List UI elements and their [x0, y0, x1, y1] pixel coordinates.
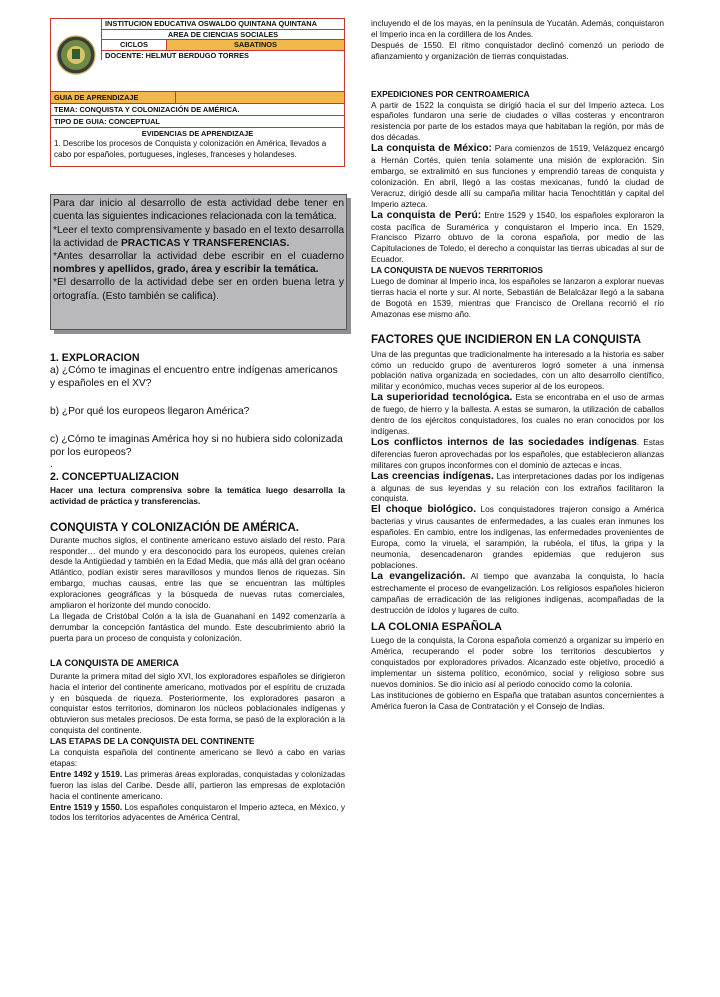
etapa-1-text: Las primeras áreas exploradas, conquistadas y colonizadas fueron las islas del Caribe. Desde allí, partieron las empresas de explotación hacia el continente americano. — [50, 768, 345, 801]
tema-row: TEMA: CONQUISTA Y COLONIZACIÓN DE AMÉRICA. — [51, 103, 344, 115]
ciclos-row — [101, 40, 344, 51]
r-paragraph-1: incluyendo el de los mayas, en la península de Yucatán. Además, conquistaron el Imperio inca en la cordillera de los Andes. — [371, 18, 664, 39]
r-paragraph-7: Las instituciones de gobierno en España que trataban asuntos concernientes a América fueron la Casa de Contratación y el Consejo de Indias. — [371, 689, 664, 711]
question-b: b) ¿Por qué los europeos llegaron América? — [50, 405, 250, 417]
institution-name: INSTITUCION EDUCATIVA OSWALDO QUINTANA QUINTANA — [101, 19, 344, 30]
main-title: CONQUISTA Y COLONIZACIÓN DE AMÉRICA. — [50, 521, 299, 534]
factor-tecnologia-bold: La superioridad tecnológica. — [371, 392, 513, 404]
guia-row — [51, 91, 344, 103]
right-column — [371, 18, 664, 712]
conceptualizacion-section — [50, 471, 345, 507]
r-paragraph-2: Después de 1550. El ritmo conquistador declinó comenzó un periodo de afianzamiento y organización de tierras conquistadas. — [371, 39, 664, 61]
conquista-peru-bold: La conquista de Perú: — [371, 209, 482, 221]
conquista-mexico-text: Para comienzos de 1519, Velázquez encargó a Hernán Cortés, quien tenía solamente una misión de exploración. Sin embargo, se extralimitó en sus funciones y emprendió tareas de conquista y colonización. En abril, llegó a las costas mexicanas, fundó la ciudad de Veracruz, dirigió desde allí su campaña militar hacia Tenochtitlán y capital del Imperio azteca. — [371, 143, 664, 209]
guia-label: GUIA DE APRENDIZAJE — [51, 92, 176, 103]
header-top — [51, 19, 344, 91]
instruction-1-bold: PRACTICAS Y TRANSFERENCIAS. — [120, 237, 290, 249]
instructions-box — [50, 194, 347, 330]
docente: DOCENTE: HELMUT BERDUGO TORRES — [101, 51, 344, 61]
evidencias-box — [51, 127, 344, 166]
factor-evangelizacion-text: Al tiempo que avanzaba la conquista, lo hacía estrechamente el proceso de evangelización. Los religiosos españoles hicieron campañas de erradicación de las religiones indígenas, acompañadas de la destrucción de ídolos y lugares de culto. — [371, 570, 664, 615]
left-column — [50, 18, 345, 823]
ciclos-value: SABATINOS — [167, 40, 344, 50]
exploracion-title: 1. EXPLORACION — [50, 351, 140, 364]
instruction-2-bold: nombres y apellidos, grado, área y escribir la temática. — [53, 264, 319, 276]
school-logo — [51, 19, 101, 91]
factor-conflictos-text: . Estas diferencias fueron aprovechadas por los españoles, que establecieron alianzas militares con grupos inconformes con el dominio de aztecas e incas. — [371, 436, 664, 470]
instruction-2 — [53, 250, 344, 276]
conquista-peru — [371, 210, 664, 266]
r-paragraph-5: Una de las preguntas que tradicionalmente ha interesado a la historia es saber cómo un reducido grupo de aventureros logró someter a una inmensa población nativa organizada en sociedades, con un alto desarrollo científico, militar y económico, muchas veces superior al de los europeos. — [371, 348, 664, 392]
factor-biologico — [371, 504, 664, 570]
header-info — [101, 19, 344, 91]
stray-dot: . — [50, 458, 53, 470]
conceptualizacion-title: 2. CONCEPTUALIZACION — [50, 470, 179, 483]
instruction-1-text: *Leer el texto comprensivamente y basado en el texto desarrolla la actividad de — [53, 224, 344, 249]
paragraph-3: Durante la primera mitad del siglo XVI, los exploradores españoles se dirigieron hacia el interior del continente americano, motivados por el espíritu de cruzada y en búsqueda de riqueza. Posteriormente, los exploradores pasaron a conquistar estos territorios, dominaron los núcleos poblacionales indígenas y obtuvieron sus metales preciosos. De esta forma, se pasó de la exploración a la conquista del continente. — [50, 670, 345, 736]
school-seal-icon — [56, 35, 96, 75]
header-table — [50, 18, 345, 167]
heading-colonia: LA COLONIA ESPAÑOLA — [371, 621, 502, 634]
conquista-peru-text: Entre 1529 y 1540, los españoles exploraron la costa pacífica de Suramérica y conquistaron el Imperio inca. En 1529, Francisco Pizarro obtuvo de la corona española, por medio de las Capitulaciones de Toledo, el derecho a conquistar las tierras ubicadas al sur de Ecuador. — [371, 209, 664, 265]
r-paragraph-6: Luego de la conquista, la Corona española comenzó a organizar su imperio en América, recuperando el poder sobre los territorios descubiertos y conquistados por exploradores privados. Alcanzado este objetivo, procedió a implementar un sistema político, económico, social y religioso sobre sus nuevos dominios. Se dio inicio así al periodo conocido como la colonia. — [371, 635, 664, 690]
r-paragraph-3: A partir de 1522 la conquista se dirigió hacia el sur del Imperio azteca. Los españoles fundaron una serie de ciudades o villas costeras y encontraron resistencia por parte de los estados maya que habitaban la región, por más de dos décadas. — [371, 99, 664, 143]
exploracion-section — [50, 352, 345, 469]
question-c: c) ¿Cómo te imaginas América hoy si no hubiera sido colonizada por los europeos? — [50, 433, 343, 458]
etapa-2 — [50, 802, 345, 824]
factor-conflictos — [371, 437, 664, 471]
etapa-2-text: Los españoles conquistaron el Imperio azteca, en México, y todos los territorios adyacentes de América Central, — [50, 801, 346, 823]
factor-creencias-bold: Las creencias indígenas. — [371, 470, 494, 482]
evidencias-text: 1. Describe los procesos de Conquista y colonización en América, llevados a cabo por españoles, portugueses, ingleses, franceses y holandeses. — [54, 139, 327, 159]
factor-evangelizacion-bold: La evangelización. — [371, 570, 466, 582]
tipo-row: TIPO DE GUIA: CONCEPTUAL — [51, 115, 344, 127]
factor-evangelizacion — [371, 571, 664, 616]
factor-biologico-text: Los conquistadores trajeron consigo a América bacterias y virus causantes de enfermedades, a las cuales eran inmunes los españoles. En cambio, entre los indígenas, las enfermedades provenientes de Europa, como la viruela, el sarampión, la rubéola, el tifus, la gripa y la neumonía, desencadenaron grandes epidemias que redujeron sus poblaciones. — [371, 504, 664, 570]
instruction-3: *El desarrollo de la actividad debe ser en orden buena letra y ortografía. (Esto también se califica). — [53, 277, 344, 302]
conquista-mexico-bold: La conquista de México: — [371, 143, 492, 155]
paragraph-2: La llegada de Cristóbal Colón a la isla de Guanahaní en 1492 comenzaría a derrumbar la concepción fantástica del mundo. Este descubrimiento abrió la puerta para un proceso de conquista y colonización. — [50, 610, 345, 643]
heading-nuevos-territorios: LA CONQUISTA DE NUEVOS TERRITORIOS — [371, 265, 543, 276]
conquista-mexico — [371, 143, 664, 209]
paragraph-1: Durante muchos siglos, el continente americano estuvo aislado del resto. Para responder… del mundo y era desconocido para los europeos, quienes creían desde la Antigüedad y también en la Edad Media, que más allá del gran océano Atlántico, podían existir seres maravillosos y mundos llenos de riquezas. Sin embargo, muchas causas, entre las que se encuentran las múltiples exploraciones geográficas y la búsqueda de nuevas rutas comerciales, ampliaron el horizonte del mundo conocido. — [50, 534, 345, 611]
factor-creencias-text: Las interpretaciones dadas por los indígenas a algunas de sus leyendas y su relación con los extraños facilitaron la conquista. — [371, 470, 664, 504]
evidencias-title: EVIDENCIAS DE APRENDIZAJE — [141, 129, 254, 138]
ciclos-label: CICLOS — [102, 40, 167, 50]
instruction-1 — [53, 224, 344, 250]
factor-conflictos-bold: Los conflictos internos de las sociedades indígenas — [371, 436, 637, 448]
paragraph-4: La conquista española del continente americano se llevó a cabo en varias etapas: — [50, 747, 345, 768]
etapa-1-bold: Entre 1492 y 1519. — [50, 768, 123, 779]
question-a: a) ¿Cómo te imaginas el encuentro entre indígenas americanos y españoles en el XV? — [50, 364, 338, 389]
conceptualizacion-instruction: Hacer una lectura comprensiva sobre la temática luego desarrolla la actividad de práctica y transferencias. — [50, 484, 345, 506]
factor-creencias — [371, 471, 664, 505]
heading-etapas: LAS ETAPAS DE LA CONQUISTA DEL CONTINENTE — [50, 736, 255, 747]
instructions-intro: Para dar inicio al desarrollo de esta actividad debe tener en cuenta las siguientes indicaciones relacionada con la temática. — [53, 198, 344, 223]
factor-tecnologia-text: Esta se encontraba en el uso de armas de fuego, de hierro y la ballesta. A estas se sumaron, la utilización de caballos dentro de los ejércitos conquistadores, los cuales no eran conocidos por los indígenas. — [371, 392, 665, 436]
heading-expediciones: EXPEDICIONES POR CENTROAMERICA — [371, 88, 530, 99]
area-name: AREA DE CIENCIAS SOCIALES — [101, 30, 344, 41]
factor-tecnologia — [371, 392, 664, 437]
r-paragraph-4: Luego de dominar al Imperio inca, los españoles se lanzaron a explorar nuevas tierras hacia el norte y sur. Al norte, Sebastián de Belalcázar llegó a la sabana de Bogotá en 1539, mientras que Francisco de Orellana recorrió el río Amazonas ese mismo año. — [371, 276, 664, 319]
heading-conquista: LA CONQUISTA DE AMERICA — [50, 657, 179, 668]
factor-biologico-bold: El choque biológico. — [371, 504, 477, 516]
etapa-2-bold: Entre 1519 y 1550. — [50, 801, 123, 812]
instruction-2-text: *Antes desarrollar la actividad debe escribir en el cuaderno — [53, 251, 344, 262]
heading-factores: FACTORES QUE INCIDIERON EN LA CONQUISTA — [371, 333, 642, 346]
etapa-1 — [50, 769, 345, 802]
